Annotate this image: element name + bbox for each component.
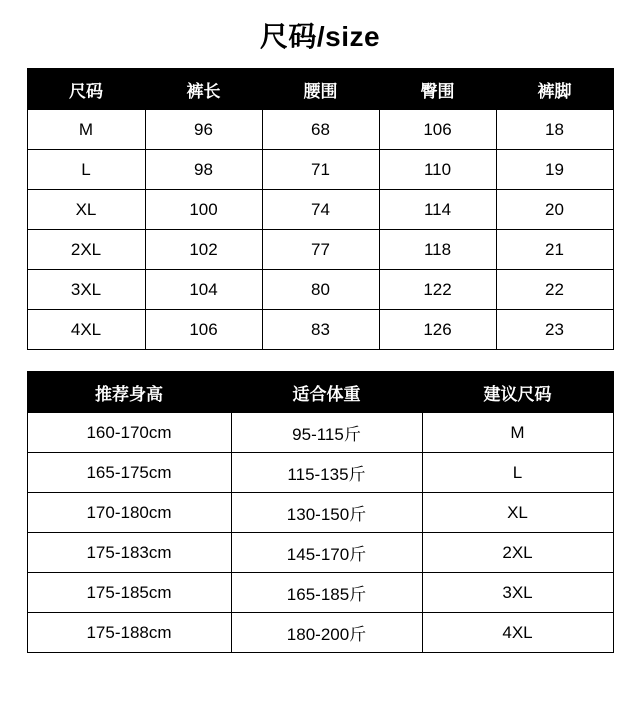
column-header-waist: 腰围 [262,69,379,110]
cell-weight: 165-185斤 [231,573,422,613]
table-row [27,270,613,310]
cell-pant-length: 96 [145,110,262,150]
cell-leg-opening: 18 [496,110,613,150]
cell-pant-length: 102 [145,230,262,270]
table-header-row [27,372,613,413]
cell-weight: 115-135斤 [231,453,422,493]
cell-weight: 95-115斤 [231,413,422,453]
table-row [27,613,613,653]
cell-waist: 68 [262,110,379,150]
cell-recommended-size: 3XL [422,573,613,613]
cell-size: XL [27,190,145,230]
table-row [27,573,613,613]
page-title: 尺码/size [259,21,381,52]
column-header-pant-length: 裤长 [145,69,262,110]
cell-leg-opening: 21 [496,230,613,270]
cell-waist: 80 [262,270,379,310]
cell-pant-length: 104 [145,270,262,310]
cell-hip: 118 [379,230,496,270]
cell-hip: 106 [379,110,496,150]
cell-weight: 145-170斤 [231,533,422,573]
cell-pant-length: 100 [145,190,262,230]
cell-leg-opening: 23 [496,310,613,350]
cell-hip: 126 [379,310,496,350]
table-row [27,310,613,350]
cell-recommended-size: XL [422,493,613,533]
cell-pant-length: 106 [145,310,262,350]
cell-pant-length: 98 [145,150,262,190]
table-spacer [0,350,640,371]
cell-height: 175-188cm [27,613,231,653]
table-row [27,110,613,150]
cell-hip: 114 [379,190,496,230]
cell-size: 3XL [27,270,145,310]
table-row [27,190,613,230]
cell-height: 165-175cm [27,453,231,493]
cell-hip: 110 [379,150,496,190]
table-row [27,533,613,573]
cell-waist: 77 [262,230,379,270]
cell-waist: 83 [262,310,379,350]
cell-leg-opening: 22 [496,270,613,310]
cell-waist: 71 [262,150,379,190]
column-header-hip: 臀围 [379,69,496,110]
table-row [27,453,613,493]
cell-recommended-size: M [422,413,613,453]
cell-hip: 122 [379,270,496,310]
table-header-row [27,69,613,110]
cell-size: M [27,110,145,150]
column-header-recommended-size: 建议尺码 [422,372,613,413]
table-row [27,413,613,453]
cell-recommended-size: L [422,453,613,493]
cell-size: 2XL [27,230,145,270]
cell-height: 170-180cm [27,493,231,533]
size-recommendation-table [27,371,614,653]
cell-size: 4XL [27,310,145,350]
cell-height: 175-183cm [27,533,231,573]
cell-recommended-size: 2XL [422,533,613,573]
cell-weight: 180-200斤 [231,613,422,653]
cell-leg-opening: 20 [496,190,613,230]
cell-recommended-size: 4XL [422,613,613,653]
column-header-weight: 适合体重 [231,372,422,413]
cell-height: 175-185cm [27,573,231,613]
column-header-size: 尺码 [27,69,145,110]
table-row [27,230,613,270]
table-row [27,150,613,190]
cell-height: 160-170cm [27,413,231,453]
size-measurements-table [27,68,614,350]
cell-leg-opening: 19 [496,150,613,190]
column-header-height: 推荐身高 [27,372,231,413]
table-row [27,493,613,533]
cell-size: L [27,150,145,190]
cell-waist: 74 [262,190,379,230]
cell-weight: 130-150斤 [231,493,422,533]
column-header-leg-opening: 裤脚 [496,69,613,110]
